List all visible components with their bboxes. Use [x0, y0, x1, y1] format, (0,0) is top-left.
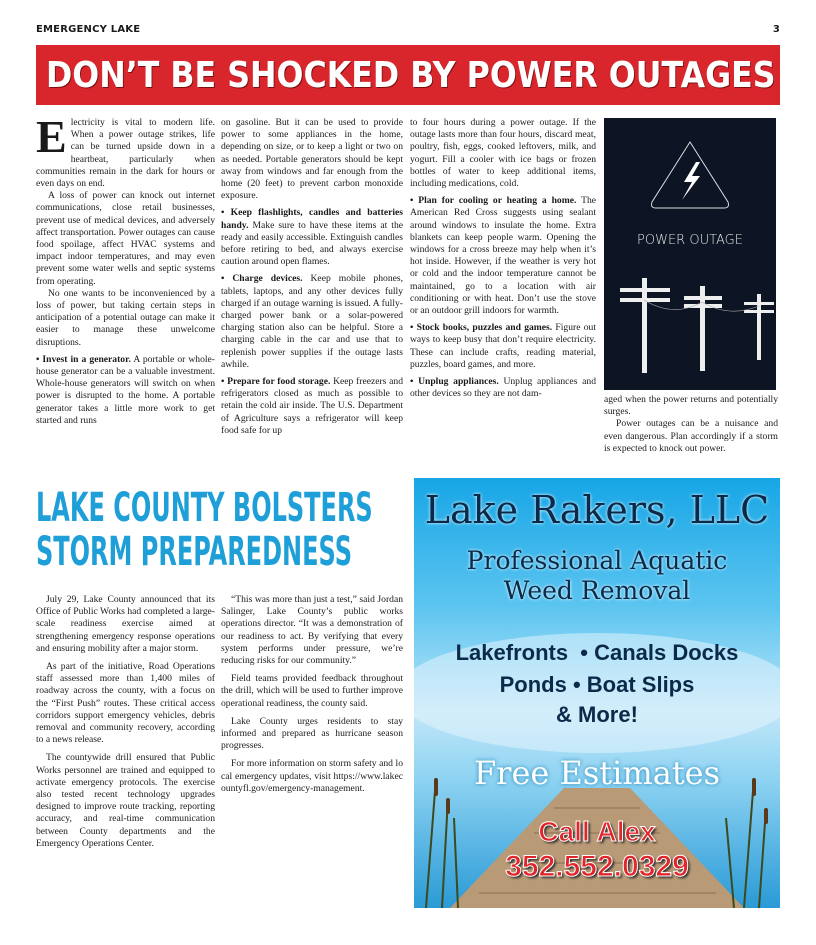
paragraph: to four hours during a power outage. If the outage lasts more than four hours, discard meat, poultry, fish, eggs, cooked leftovers, milk, and yogurt. Fill a cooler with ice bags or frozen bottles of water to keep additional items, including medications, cold. — [410, 117, 596, 190]
tip-title: • Charge devices. — [221, 273, 303, 285]
image-caption-text: POWER OUTAGE — [637, 233, 743, 248]
ad-phone-number[interactable]: 352.552.0329 — [505, 850, 689, 883]
section-name: EMERGENCY LAKE — [36, 24, 141, 35]
tip-title: • Prepare for food storage. — [221, 376, 331, 388]
paragraph: No one wants to be inconvenienced by a loss of power, but taking certain steps in anticipation of a potential outage can make it easier to manage these unwelcome disruptions. — [36, 287, 215, 348]
paragraph: A loss of power can knock out internet communications, close retail businesses, prevent use of medical devices, and adversely affect transportation. Power outages can cause food spoilage, affect HVAC systems and impact indoor temperatures, and may even prevent some water wells and septic systems from operating. — [36, 190, 215, 287]
drop-cap: E — [36, 111, 67, 162]
tip — [221, 376, 403, 437]
article2-column-1 — [36, 594, 215, 856]
page-number: 3 — [772, 24, 780, 35]
ad-service-line-2: Weed Removal — [503, 576, 691, 605]
tip — [410, 322, 596, 371]
tip — [410, 195, 596, 317]
paragraph: aged when the power returns and potentially surges. — [604, 394, 778, 418]
headline-line: LAKE COUNTY BOLSTERS — [36, 485, 373, 531]
headline-banner — [36, 45, 780, 105]
ad-line-1: Lakefronts • Canals Docks — [455, 640, 739, 665]
paragraph: “This was more than just a test,” said Jordan Salinger, Lake County’s public works operations director. “It was a demonstration of our readiness to act. By verifying that every system performs under pressure, we’re reducing risks for our community.” — [221, 594, 403, 667]
tip-title: • Unplug appliances. — [410, 376, 499, 388]
tip — [221, 273, 403, 371]
tip-text: Make sure to have these items at the ready and easily accessible. Extinguish candles before retiring to bed, and always exercise caution around open flames. — [221, 219, 403, 268]
utility-poles-icon — [620, 278, 774, 373]
paragraph: Power outages can be a nuisance and even dangerous. Plan accordingly if a storm is expected to knock out power. — [604, 418, 778, 454]
tip-title: • Invest in a generator. — [36, 353, 131, 365]
paragraph: For more information on storm safety and local emergency updates, visit https://www.lakecountyfl.gov/emergency-management. — [221, 758, 403, 794]
article2-column-2 — [221, 594, 403, 801]
ad-company-name: Lake Rakers, LLC — [424, 488, 770, 532]
ad-line-2: Ponds • Boat Slips — [499, 672, 695, 697]
article-column-1 — [36, 111, 215, 427]
paragraph: July 29, Lake County announced that its Office of Public Works had completed a large-scale readiness exercise aimed at strengthening emergency response operations and ensuring mobility after a major storm. — [36, 594, 215, 654]
tip-text: A portable or whole-house generator can be a valuable investment. Whole-house generators will switch on when power is disrupted to the home. A portable generator takes a little more work to get started and runs — [36, 353, 215, 426]
paragraph: Lake County urges residents to stay informed and prepared as hurricane season progresses. — [221, 715, 403, 752]
paragraph: on gasoline. But it can be used to provide power to some appliances in the home, depending on size, or to keep a light or two on as needed. Portable generators should be kept away from windows and far enough from the home (20 feet) to prevent carbon monoxide exposure. — [221, 117, 403, 202]
headline-line: STORM PREPAREDNESS — [36, 529, 352, 575]
tip-text: Unplug appliances and other devices so they are not dam- — [410, 376, 596, 400]
ad-service-line-1: Professional Aquatic — [466, 546, 728, 575]
tip — [221, 207, 403, 268]
paragraph: As part of the initiative, Road Operations staff assessed more than 1,400 miles of roadway across the county, with a focus on the “First Push” routes. These critical access corridors support emergency vehicles, debris removal and community recovery, according to a news release. — [36, 661, 215, 746]
tip-text: The American Red Cross suggests using sealant around windows to insulate the home. Extra blankets can keep people warm. Opening the windows for a cross breeze may help when it’s hot inside. However, if the weather is very hot or cold and the indoor temperature cannot be maintained, go to a location with air conditioning or with heat. Don’t use the stove or an outdoor grill indoors for warmth. — [410, 195, 597, 317]
power-outage-image — [604, 118, 776, 390]
tip-text: Figure out ways to keep busy that don’t require electricity. These can include crafts, reading material, puzzles, board games, and more. — [410, 322, 596, 370]
article-column-4 — [604, 394, 778, 455]
tip-text: Keep freezers and refrigerators closed as much as possible to retain the cold air inside. The U.S. Department of Agriculture says a refrigerator will keep food safe for up — [221, 376, 403, 436]
tip-title: • Stock books, puzzles and games. — [410, 322, 553, 334]
article-headline: DON’T BE SHOCKED BY POWER OUTAGES — [46, 54, 776, 96]
tip-text: Keep mobile phones, tablets, laptops, and any other devices fully charged if an outage warning is issued. A fully-charged power bank or a solar-powered charging station also can be helpful. Store a charging cable in the car and use that to replenish power supplies if the outage lasts awhile. — [221, 273, 404, 370]
ad-line-3: & More! — [556, 702, 638, 727]
tip — [36, 354, 215, 427]
article-column-3 — [410, 117, 596, 400]
article-column-2 — [221, 117, 403, 437]
tip — [410, 376, 596, 400]
running-header — [36, 24, 780, 35]
ad-offer: Free Estimates — [473, 754, 721, 792]
lightning-bolt-icon — [682, 162, 700, 200]
tip-title: • Plan for cooling or heating a home. — [410, 195, 577, 207]
article2-headline — [36, 485, 373, 575]
paragraph: Field teams provided feedback throughout the drill, which will be used to further improve operational readiness, the county said. — [221, 673, 403, 709]
lake-rakers-advertisement[interactable] — [414, 478, 780, 908]
paragraph: The countywide drill ensured that Public Works personnel are trained and equipped to activate emergency protocols. The exercise also tested recent technology upgrades designed to improve route tracking, reporting accuracy, and real-time communication between County departments and the Emergency Operations Center. — [36, 752, 215, 849]
paragraph: lectricity is vital to modern life. When a power outage strikes, life can be turned upside down in a heartbeat, particularly when communities remain in the dark for hours or even days on end. — [36, 117, 215, 190]
ad-call-to-action: Call Alex — [538, 816, 656, 847]
tip-title: • Keep flashlights, candles and batteries handy. — [221, 207, 403, 231]
